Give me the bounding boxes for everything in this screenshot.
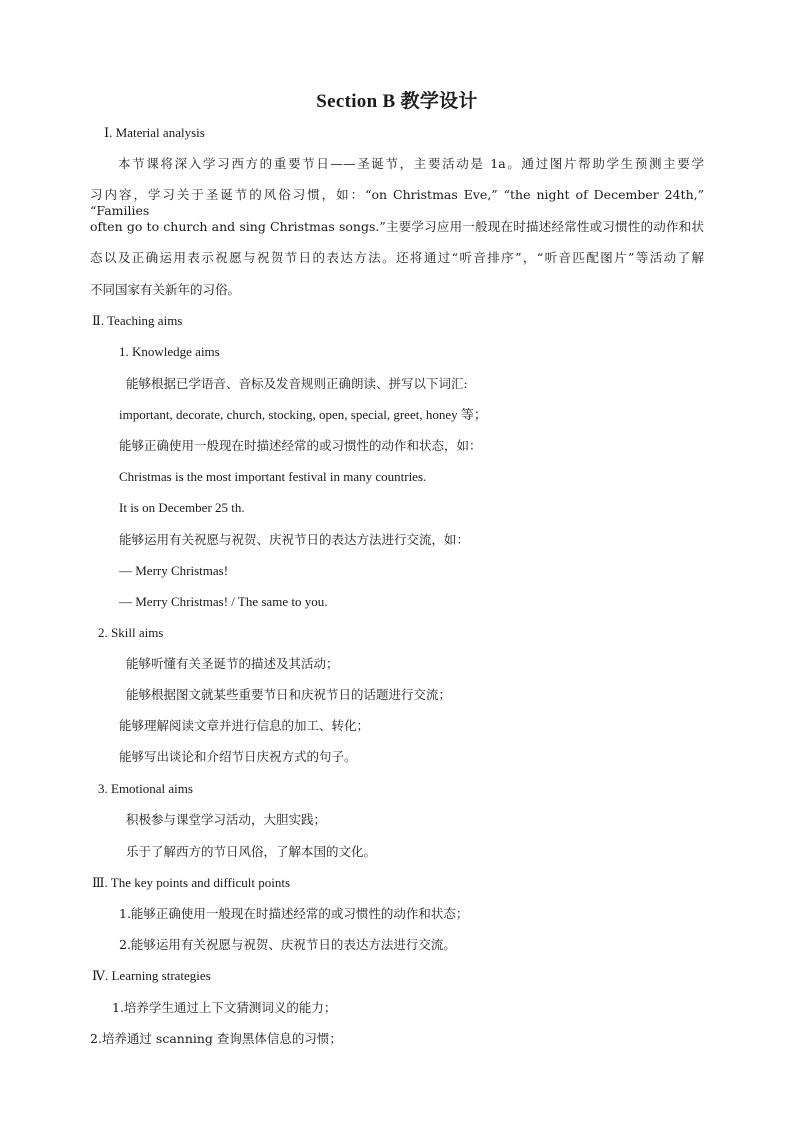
paragraph-line: often go to church and sing Christmas songs.”主要学习应用一般现在时描述经常性或习惯性的动作和状 — [90, 219, 704, 234]
skill-aim-line: 能够听懂有关圣诞节的描述及其活动； — [126, 656, 339, 671]
subheading-skill-aims: 2. Skill aims — [98, 625, 164, 640]
emotional-aim-line: 积极参与课堂学习活动，大胆实践； — [126, 812, 327, 827]
paragraph-line: 本节课将深入学习西方的重要节日——圣诞节，主要活动是 1a。通过图片帮助学生预测主要学 — [118, 156, 704, 171]
skill-aim-line: 能够理解阅读文章并进行信息的加工、转化； — [119, 718, 370, 733]
subheading-knowledge-aims: 1. Knowledge aims — [119, 344, 220, 359]
strategy-line: 2.培养通过 scanning 查询黑体信息的习惯； — [90, 1031, 342, 1046]
knowledge-aim-line: — Merry Christmas! / The same to you. — [119, 594, 328, 609]
emotional-aim-line: 乐于了解西方的节日风俗，了解本国的文化。 — [126, 844, 377, 859]
paragraph-line: 不同国家有关新年的习俗。 — [90, 282, 241, 297]
section-heading-key-points: Ⅲ. The key points and difficult points — [92, 875, 291, 890]
paragraph-line: 习内容，学习关于圣诞节的风俗习惯，如：“on Christmas Eve,” “the night of December 24th,” “Families — [90, 187, 704, 218]
key-point-line: 2.能够运用有关祝愿与祝贺、庆祝节日的表达方法进行交流。 — [119, 937, 456, 952]
strategy-line: 1.培养学生通过上下文猜测词义的能力； — [112, 1000, 337, 1015]
skill-aim-line: 能够根据图文就某些重要节日和庆祝节日的话题进行交流； — [126, 687, 452, 702]
section-heading-material-analysis: Ⅰ. Material analysis — [104, 125, 205, 140]
knowledge-aim-line: It is on December 25 th. — [119, 500, 245, 515]
document-title: Section B 教学设计 — [316, 91, 478, 112]
knowledge-aim-line: Christmas is the most important festival in many countries. — [119, 469, 427, 484]
section-heading-teaching-aims: Ⅱ. Teaching aims — [92, 313, 183, 328]
knowledge-aim-line: 能够运用有关祝愿与祝贺、庆祝节日的表达方法进行交流，如： — [119, 532, 470, 547]
section-heading-learning-strategies: Ⅳ. Learning strategies — [92, 968, 211, 983]
paragraph-line: 态以及正确运用表示祝愿与祝贺节日的表达方法。还将通过“听音排序”，“听音匹配图片”等活动了解 — [90, 250, 704, 265]
subheading-emotional-aims: 3. Emotional aims — [98, 781, 193, 796]
knowledge-aim-line: important, decorate, church, stocking, open, special, greet, honey 等； — [119, 407, 487, 422]
key-point-line: 1.能够正确使用一般现在时描述经常的或习惯性的动作和状态； — [119, 906, 469, 921]
knowledge-aim-line: 能够正确使用一般现在时描述经常的或习惯性的动作和状态，如： — [119, 438, 482, 453]
skill-aim-line: 能够写出谈论和介绍节日庆祝方式的句子。 — [119, 749, 357, 764]
knowledge-aim-line: — Merry Christmas! — [119, 563, 229, 578]
knowledge-aim-line: 能够根据已学语音、音标及发音规则正确朗读、拼写以下词汇: — [126, 376, 468, 391]
